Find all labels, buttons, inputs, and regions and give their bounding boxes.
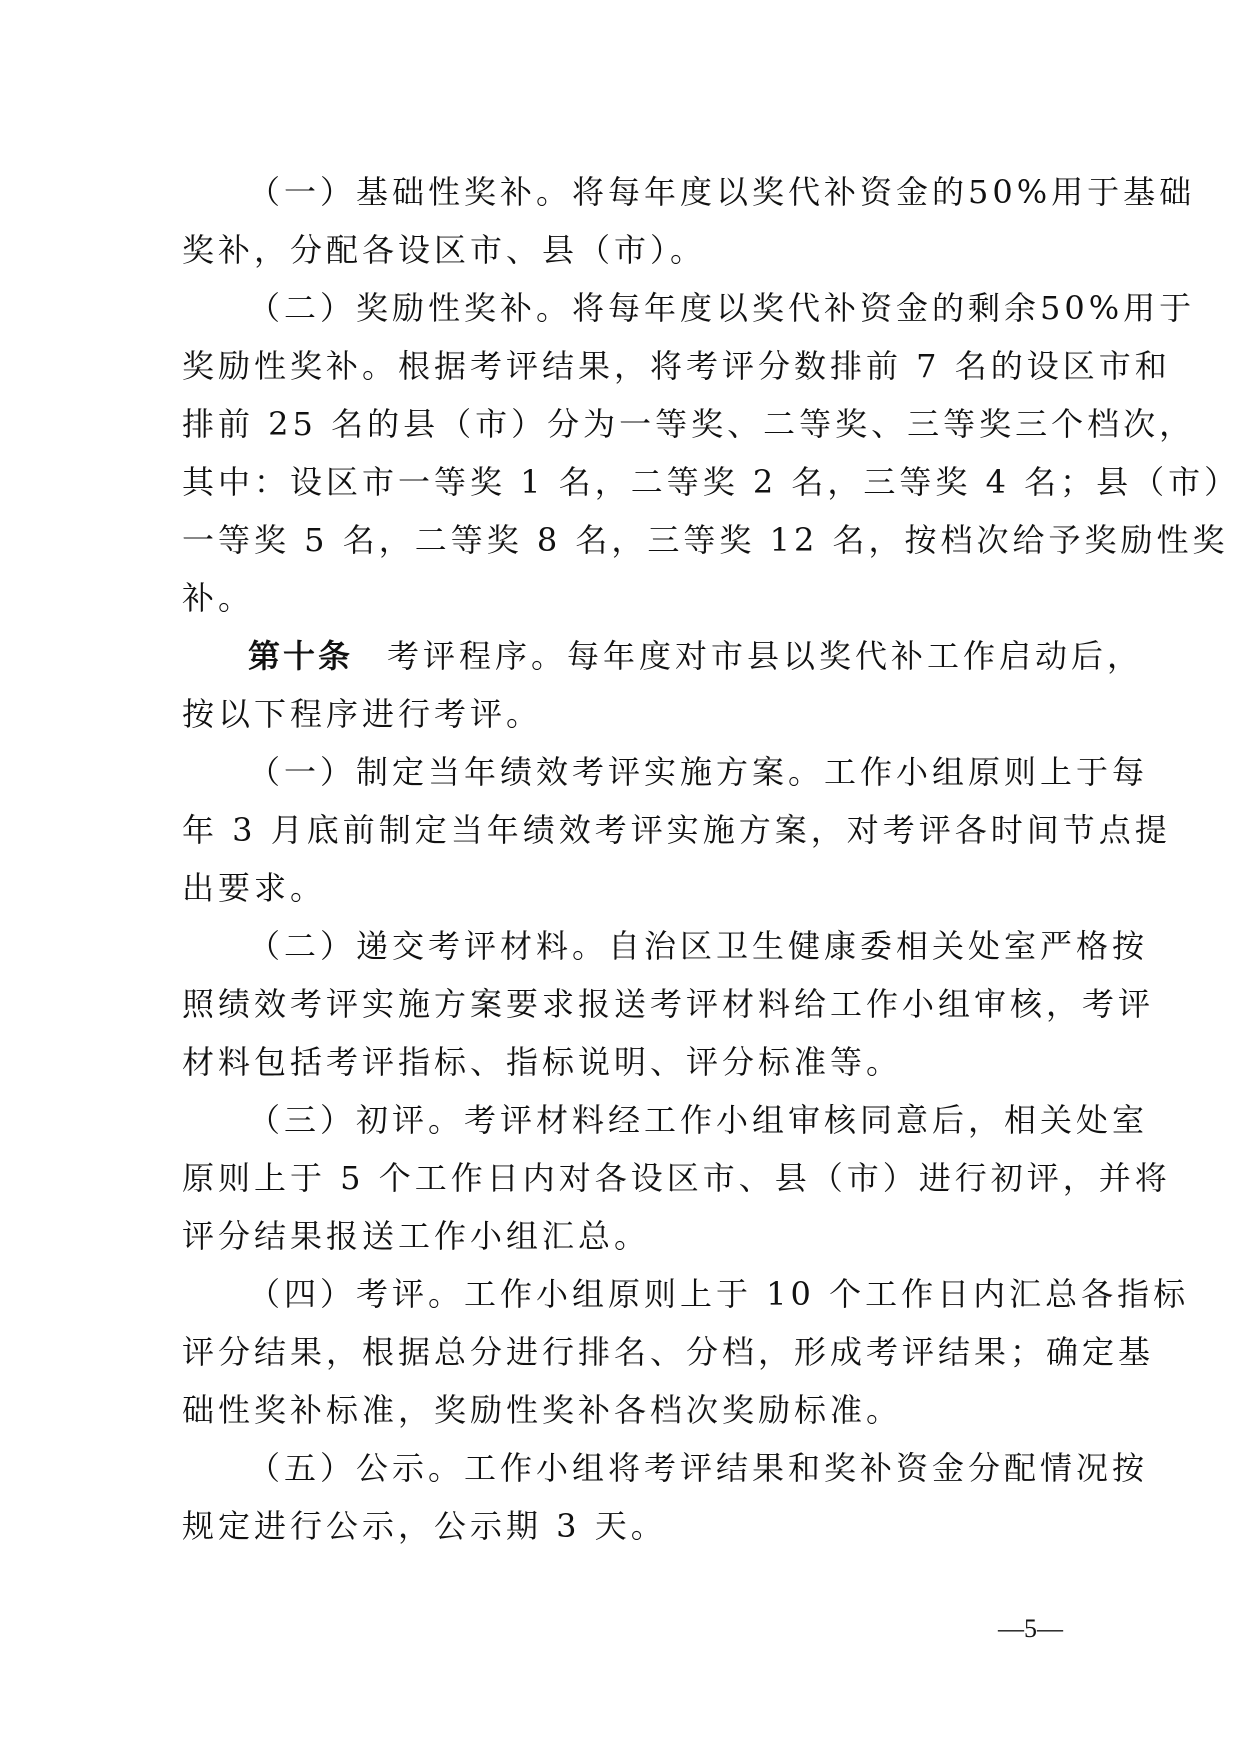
page-number: —5— (998, 1614, 1063, 1643)
paragraph-line: （五）公示。工作小组将考评结果和奖补资金分配情况按 (248, 1449, 1149, 1487)
article-heading-line (248, 636, 1144, 676)
paragraph-line: （一）基础性奖补。将每年度以奖代补资金的50%用于基础 (248, 173, 1196, 211)
paragraph-line: 其中：设区市一等奖 1 名，二等奖 2 名，三等奖 4 名；县（市） (182, 463, 1241, 501)
article-number: 第十条 (248, 637, 354, 675)
paragraph-line: 奖补，分配各设区市、县（市）。 (182, 231, 707, 269)
paragraph-line: 评分结果报送工作小组汇总。 (182, 1217, 651, 1255)
paragraph-line: 排前 25 名的县（市）分为一等奖、二等奖、三等奖三个档次， (182, 405, 1196, 443)
paragraph-line: （二）递交考评材料。自治区卫生健康委相关处室严格按 (248, 927, 1149, 965)
paragraph-line: 按以下程序进行考评。 (182, 695, 543, 733)
paragraph-line: 年 3 月底前制定当年绩效考评实施方案，对考评各时间节点提 (182, 811, 1171, 849)
paragraph-line: 评分结果，根据总分进行排名、分档，形成考评结果；确定基 (182, 1333, 1155, 1371)
paragraph-line: （二）奖励性奖补。将每年度以奖代补资金的剩余50%用于 (248, 289, 1196, 327)
paragraph-line: 照绩效考评实施方案要求报送考评材料给工作小组审核，考评 (182, 985, 1155, 1023)
paragraph-line: 出要求。 (182, 869, 327, 907)
paragraph-line: （三）初评。考评材料经工作小组审核同意后，相关处室 (248, 1101, 1149, 1139)
paragraph-line: 一等奖 5 名，二等奖 8 名，三等奖 12 名，按档次给予奖励性奖 (182, 521, 1229, 559)
paragraph-line: 规定进行公示，公示期 3 天。 (182, 1507, 667, 1545)
paragraph-line: 补。 (182, 579, 255, 617)
paragraph-line: 原则上于 5 个工作日内对各设区市、县（市）进行初评，并将 (182, 1159, 1171, 1197)
paragraph-line: 础性奖补标准，奖励性奖补各档次奖励标准。 (182, 1391, 903, 1429)
paragraph-line: 奖励性奖补。根据考评结果，将考评分数排前 7 名的设区市和 (182, 347, 1171, 385)
paragraph-line: （一）制定当年绩效考评实施方案。工作小组原则上于每 (248, 753, 1149, 791)
article-text: 考评程序。每年度对市县以奖代补工作启动后， (387, 637, 1144, 675)
paragraph-line: 材料包括考评指标、指标说明、评分标准等。 (182, 1043, 903, 1081)
paragraph-line: （四）考评。工作小组原则上于 10 个工作日内汇总各指标 (248, 1275, 1190, 1313)
